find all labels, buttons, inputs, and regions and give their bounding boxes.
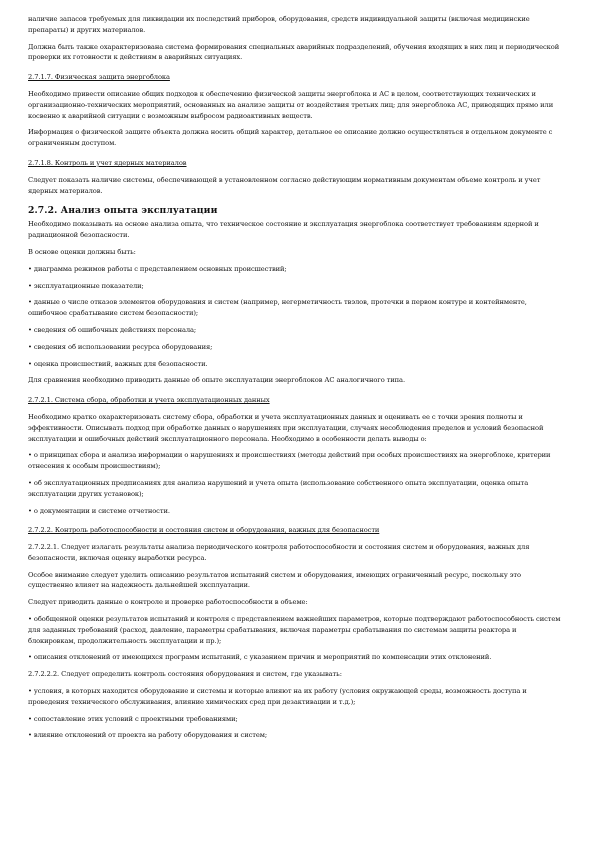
list-item: • сопоставление этих условий с проектными требованиями;	[28, 714, 238, 723]
paragraph-condition-control: 2.7.2.2.2. Следует определить контроль состояния оборудования и систем, где указывать:	[28, 670, 342, 679]
subsection-heading-data-collection: 2.7.2.1. Система сбора, обработки и учета эксплуатационных данных	[28, 396, 270, 405]
subsection-heading-physical-protection: 2.7.1.7. Физическая защита энергоблока	[28, 73, 170, 82]
list-item: • оценка происшествий, важных для безопасности.	[28, 359, 208, 368]
paragraph-operating-experience-intro: Необходимо показывать на основе анализа опыта, что техническое состояние и эксплуатация энергоблока соответствует требованиям ядерной и радиационной безопасности.	[28, 220, 539, 240]
paragraph-limited-resource: Особое внимание следует уделить описанию результатов испытаний систем и оборудования, имеющих ограниченный ресурс, поскольку это существенно влияет на надежность дальнейшей эксплуатации.	[28, 570, 521, 590]
subsection-heading-operability-control: 2.7.2.2. Контроль работоспособности и состояния систем и оборудования, важных для безопасности	[28, 526, 380, 535]
list-item: • описания отклонений от имеющихся программ испытаний, с указанием причин и мероприятий по компенсации этих отклонений.	[28, 653, 492, 662]
list-item: • влияние отклонений от проекта на работу оборудования и систем;	[28, 731, 268, 740]
paragraph-emergency-stocks: наличие запасов требуемых для ликвидации их последствий приборов, оборудования, средств индивидуальной защиты (включая медицинские препараты) и других материалов.	[28, 15, 530, 34]
paragraph-emergency-units: Должна быть также охарактеризована система формирования специальных аварийных подразделений, обучения входящих в них лиц и периодической проверки их готовности к действиям в аварийных ситуациях.	[28, 42, 560, 62]
paragraph-physical-protection-info: Информация о физической защите объекта должна носить общий характер, детальное ее описание должно осуществляться в отдельном документе с ограниченным доступом.	[28, 128, 553, 148]
list-item: • сведения об ошибочных действиях персонала;	[28, 325, 197, 334]
paragraph-comparison: Для сравнения необходимо приводить данные об опыте эксплуатации энергоблоков АС аналогичного типа.	[28, 376, 406, 385]
list-item: • о документации и системе отчетности.	[28, 506, 170, 515]
list-item: • диаграмма режимов работы с представлением основных происшествий;	[28, 264, 287, 273]
list-item: • обобщенной оценки результатов испытаний и контроля с представлением важнейших параметров, которые подтверждают работоспособность систем для заданных требований (расход, давление, параметры срабатывания, включая параметры срабатывания по системам защиты реактора и блокировкам, продолжительность эксплуатации и пр.);	[28, 615, 561, 645]
paragraph-physical-protection: Необходимо привести описание общих подходов к обеспечению физической защиты энергоблока и АС в целом, соответствующих технических и организационно-технических мероприятий, основанных на анализе защиты от воздействия третьих лиц; для энергоблока АС, приводящих прямо или косвенно к аварийной ситуации с возможным выбросом радиоактивных веществ.	[28, 89, 554, 120]
paragraph-operability-results: 2.7.2.2.1. Следует излагать результаты анализа периодического контроля работоспособности и состояния систем и оборудования, важных для безопасности, включая оценку выработки ресурса.	[28, 543, 530, 562]
section-title-operating-experience: 2.7.2. Анализ опыта эксплуатации	[28, 205, 218, 217]
list-item: • сведения об использовании ресурса оборудования;	[28, 342, 213, 351]
document-page	[28, 14, 564, 741]
paragraph-nuclear-materials: Следует показать наличие системы, обеспечивающей в установленном согласно действующим нормативным документам объеме контроль и учет ядерных материалов.	[28, 175, 541, 195]
paragraph-data-collection: Необходимо кратко охарактеризовать систему сбора, обработки и учета эксплуатационных данных и оценивать ее с точки зрения полноты и эффективности. Описывать подход при обработке данных о нарушениях при эксплуатации, случаях несоблюдения пределов и условий безопасной эксплуатации и ошибочных действий эксплуатационного персонала. Необходимо в особенности делать выводы о:	[28, 412, 544, 443]
subsection-heading-nuclear-materials: 2.7.1.8. Контроль и учет ядерных материалов	[28, 158, 187, 167]
list-item: • эксплуатационные показатели;	[28, 281, 144, 290]
list-item: • об эксплуатационных предписаниях для анализа нарушений и учета опыта (использование собственного опыта эксплуатации, оценка опыта эксплуатации других установок);	[28, 478, 529, 498]
paragraph-assessment-basis: В основе оценки должны быть:	[28, 247, 136, 256]
list-item: • данные о числе отказов элементов оборудования и систем (например, негерметичность твэлов, протечки в первом контуре и контейнменте, ошибочное срабатывание систем безопасности);	[28, 298, 527, 318]
list-item: • условия, в которых находится оборудование и системы и которые влияют на их работу (условия окружающей среды, возможность доступа и проведения технического обслуживания, влияние химических сред при дезактивации и т.д.);	[28, 687, 527, 706]
paragraph-control-data-scope: Следует приводить данные о контроле и проверке работоспособности в объеме:	[28, 598, 308, 607]
list-item: • о принципах сбора и анализа информации о нарушениях и происшествиях (методы действий при особых происшествиях на энергоблоке, критерии отнесения к особым происшествиям);	[28, 451, 551, 471]
